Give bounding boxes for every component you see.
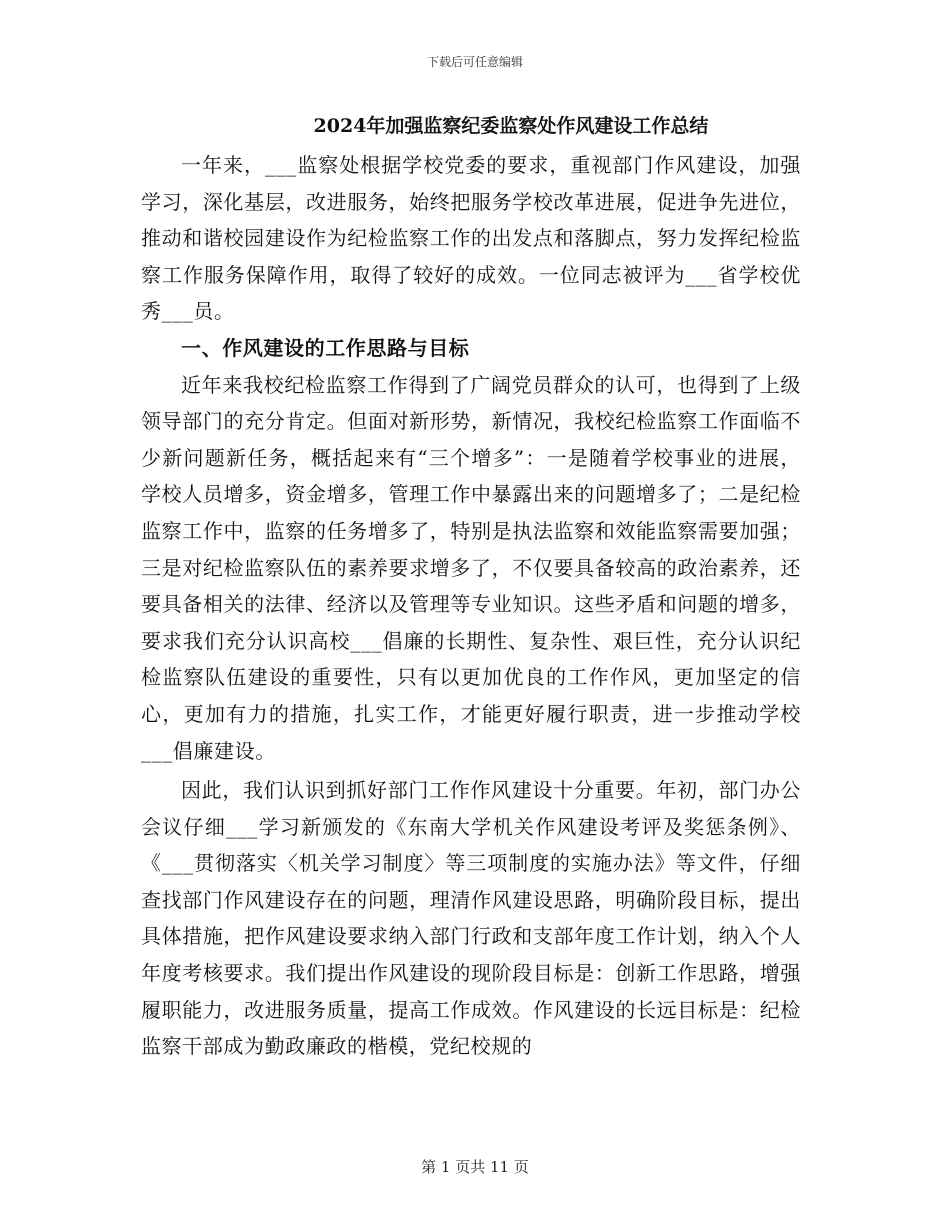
section1-paragraph-1: 近年来我校纪检监察工作得到了广阔党员群众的认可，也得到了上级领导部门的充分肯定。但面对新形势，新情况，我校纪检监察工作面临不少新问题新任务，概括起来有“三个增多”：一是随着学校事业的进展，学校人员增多，资金增多，管理工作中暴露出来的问题增多了；二是纪检监察工作中，监察的任务增多了，特别是执法监察和效能监察需要加强；三是对纪检监察队伍的素养要求增多了，不仅要具备较高的政治素养，还要具备相关的法律、经济以及管理等专业知识。这些矛盾和问题的增多，要求我们充分认识高校___倡廉的长期性、复杂性、艰巨性，充分认识纪检监察队伍建设的重要性，只有以更加优良的工作作风，更加坚定的信心，更加有力的措施，扎实工作，才能更好履行职责，进一步推动学校___倡廉建设。: [141, 372, 801, 763]
section-heading-1: 一、作风建设的工作思路与目标: [181, 335, 470, 360]
section1-paragraph-2: 因此，我们认识到抓好部门工作作风建设十分重要。年初，部门办公会议仔细___学习新颁发的《东南大学机关作风建设考评及奖惩条例》、《___贯彻落实〈机关学习制度〉等三项制度的实施办法》等文件，仔细查找部门作风建设存在的问题，理清作风建设思路，明确阶段目标，提出具体措施，把作风建设要求纳入部门行政和支部年度工作计划，纳入个人年度考核要求。我们提出作风建设的现阶段目标是：创新工作思路，增强履职能力，改进服务质量，提高工作成效。作风建设的长远目标是：纪检监察干部成为勤政廉政的楷模，党纪校规的: [141, 778, 801, 1059]
page-header: 下载后可任意编辑: [426, 55, 523, 69]
document-title: 2024年加强监察纪委监察处作风建设工作总结: [313, 115, 709, 137]
page-number: 第 1 页共 11 页: [421, 1158, 529, 1176]
intro-paragraph: 一年来，___监察处根据学校党委的要求，重视部门作风建设，加强学习，深化基层，改进服务，始终把服务学校改革进展，促进争先进位，推动和谐校园建设作为纪检监察工作的出发点和落脚点，努力发挥纪检监察工作服务保障作用，取得了较好的成效。一位同志被评为___省学校优秀___员。: [141, 153, 801, 324]
document-body: [141, 108, 801, 1065]
